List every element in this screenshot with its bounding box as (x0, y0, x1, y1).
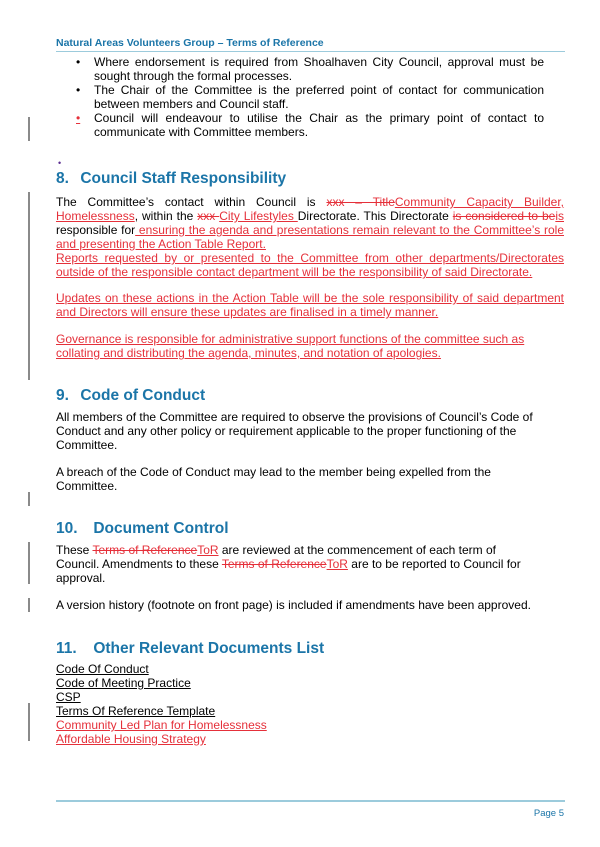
section-heading-9: 9. Code of Conduct (56, 387, 206, 404)
deleted-text: is considered to be (452, 209, 556, 223)
stray-bullet-icon: • (58, 158, 62, 168)
deleted-text: Terms of Reference (221, 557, 327, 571)
inserted-text: Updates on these actions in the Action Table will be the sole responsibility of said department and Directors will ensure these updates are finalised in a timely manner. (56, 291, 564, 319)
change-bar (28, 542, 30, 584)
section-heading-10: 10. Document Control (56, 520, 229, 537)
section8-paragraph-2 (56, 291, 564, 319)
document-link-csp[interactable]: CSP (56, 690, 81, 704)
section9-paragraph-2: A breach of the Code of Conduct may lead to the member being expelled from the Committee. (56, 465, 491, 493)
header-rule (56, 51, 565, 52)
bullet-icon: • (76, 111, 81, 125)
document-link-code-of-meeting-practice[interactable]: Code of Meeting Practice (56, 676, 191, 690)
section10-paragraph-1: These Terms of ReferenceToR are reviewed at the commencement of each term of Council. Amendments to these Terms of ReferenceToR are to be reported to Council for approval. (56, 543, 521, 585)
section8-paragraph-1: The Committee’s contact within Council is xxx – TitleCommunity Capacity Builder, Homelessness, within the xxx City Lifestyles Directorate. This Directorate is considered to beis responsible for ensuring the agenda and presentations remain relevant to the Committee’s role and presenting the Action Table Report. Reports requested by or presented to the Committee from other departments/Directorates outside of the responsible contact department will be the responsibility of said Directorate. (56, 195, 565, 279)
list-item: • The Chair of the Committee is the preferred point of contact for communication between members and Council staff. (76, 83, 544, 111)
bullet-list-container (56, 55, 544, 139)
bullet-icon: • (76, 55, 81, 69)
list-item: • Where endorsement is required from Shoalhaven City Council, approval must be sought through the formal processes. (76, 55, 544, 83)
inserted-text: ToR (197, 543, 219, 557)
inserted-text: is (555, 209, 564, 223)
change-bar (28, 703, 30, 741)
section9-paragraph-1: All members of the Committee are required to observe the provisions of Council’s Code of Conduct and any other policy or requirement applicable to the proper functioning of the Committee. (56, 410, 533, 452)
section10-paragraph-2: A version history (footnote on front page) is included if amendments have been approved. (56, 598, 531, 612)
change-bar (28, 492, 30, 506)
document-link-code-of-conduct[interactable]: Code Of Conduct (56, 662, 149, 676)
deleted-text: Terms of Reference (92, 543, 198, 557)
change-bar (28, 598, 30, 612)
page-number: Page 5 (533, 808, 564, 819)
document-link-community-led-plan[interactable]: Community Led Plan for Homelessness (56, 718, 267, 732)
inserted-text: Reports requested by or presented to the Committee from other departments/Directorates outside of the responsible contact department will be the responsibility of said Directorate. (56, 251, 564, 279)
inserted-text: Community Capacity Builder, Homelessness (56, 195, 565, 223)
bullet-icon: • (76, 83, 81, 97)
bullet-list (56, 55, 544, 139)
deleted-text: xxx (197, 209, 220, 223)
change-bar (28, 192, 30, 380)
inserted-text: City Lifestyles (219, 209, 298, 223)
inserted-text: ToR (326, 557, 348, 571)
section-heading-11: 11. Other Relevant Documents List (56, 640, 325, 657)
documents-list (56, 662, 564, 746)
inserted-text: ensuring the agenda and presentations remain relevant to the Committee’s role and presenting the Action Table Report. (56, 223, 564, 251)
list-item: • Council will endeavour to utilise the Chair as the primary point of contact to communicate with Committee members. (76, 111, 544, 139)
section-heading-8: 8. Council Staff Responsibility (56, 170, 287, 187)
footer-rule (56, 800, 565, 802)
running-header: Natural Areas Volunteers Group – Terms of Reference (56, 37, 324, 49)
document-link-terms-of-reference-template[interactable]: Terms Of Reference Template (56, 704, 216, 718)
section8-paragraph-3 (56, 332, 536, 360)
inserted-text: Governance is responsible for administrative support functions of the committee such as collating and distributing the agenda, minutes, and notation of apologies. (56, 332, 525, 360)
document-link-affordable-housing-strategy[interactable]: Affordable Housing Strategy (56, 732, 206, 746)
change-bar (28, 117, 30, 141)
deleted-text: xxx – Title (326, 195, 395, 209)
